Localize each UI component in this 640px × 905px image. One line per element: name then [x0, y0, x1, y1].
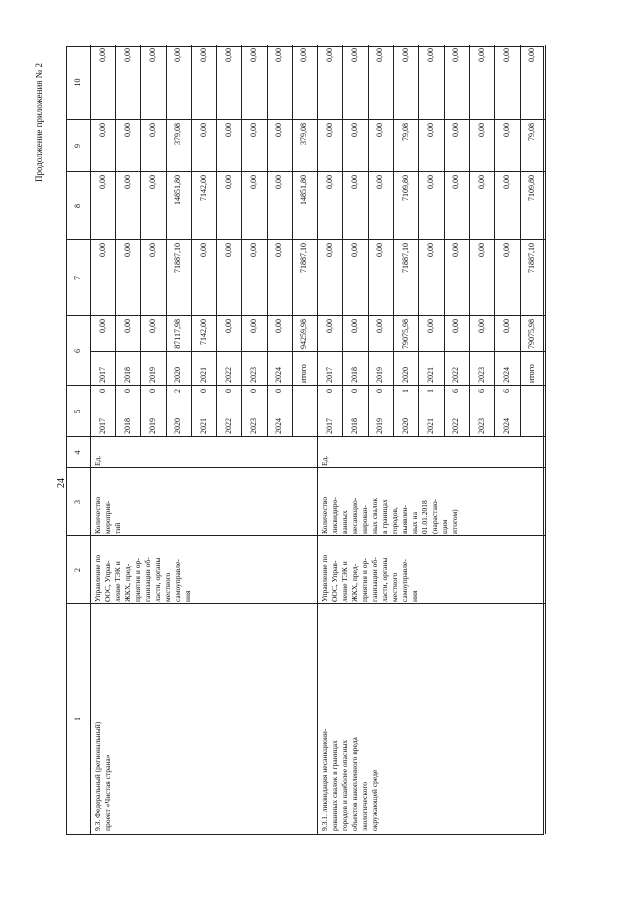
section-name-line: экологического: [360, 782, 369, 831]
value-cell: 0,00: [350, 175, 359, 189]
value-cell: 0,00: [502, 175, 511, 189]
executor-line: ния: [183, 590, 192, 602]
indicator-line: нирован-: [360, 505, 369, 534]
section-name-line: 9.3. Федеральный (региональный): [93, 721, 102, 831]
value-cell: 0,00: [324, 175, 334, 189]
year-cell: 2024: [274, 418, 284, 434]
value-cell: 0,00: [476, 319, 486, 333]
value-cell: 14851,80: [173, 175, 183, 205]
row-divider: [166, 45, 167, 437]
value-cell: 0,00: [223, 48, 233, 62]
total-label: итого: [299, 364, 309, 383]
count-cell: 2: [173, 389, 183, 393]
value-cell: 0,00: [451, 243, 461, 257]
year-cell-2: 2017: [97, 367, 107, 383]
indicator-line: итогом): [450, 509, 459, 534]
value-cell: 0,00: [502, 243, 511, 257]
value-cell: 0,00: [426, 48, 435, 62]
year-cell: 2019: [148, 418, 158, 434]
row-divider: [342, 45, 343, 437]
value-cell: 0,00: [122, 243, 132, 257]
row-divider: [241, 45, 242, 437]
year-cell-2: 2024: [502, 367, 511, 383]
row-divider: [520, 45, 521, 437]
executor-line: ЖКХ, пред-: [123, 563, 132, 602]
value-cell: 0,00: [350, 243, 359, 257]
count-cell: 0: [97, 389, 107, 393]
value-cell: 7142,00: [198, 319, 208, 345]
row-divider: [368, 45, 369, 437]
year-cell-2: 2022: [451, 367, 461, 383]
value-cell: 0,00: [274, 319, 284, 333]
executor-line: ния: [410, 590, 419, 602]
row-divider: [292, 45, 293, 437]
value-cell: 0,00: [122, 48, 132, 62]
executor-line: ганизации об-: [143, 557, 152, 602]
value-cell: 0,00: [122, 319, 132, 333]
value-cell: 0,00: [451, 48, 461, 62]
indicator-line: ных на: [410, 511, 419, 534]
value-cell: 0,00: [451, 175, 461, 189]
count-cell: 0: [350, 389, 359, 393]
year-cell-2: 2021: [198, 367, 208, 383]
section-name-line: 9.3.1. ликвидация несанкциони-: [320, 728, 329, 831]
indicator-line: ных свалок: [370, 498, 379, 534]
executor-line: самоуправле-: [400, 559, 409, 602]
value-cell: 0,00: [248, 175, 258, 189]
executor-line: ООС, Управ-: [330, 560, 339, 602]
value-cell: 0,00: [97, 243, 107, 257]
value-cell: 0,00: [148, 243, 158, 257]
value-cell: 0,00: [274, 48, 284, 62]
value-cell: 0,00: [502, 123, 511, 137]
column-number: 6: [73, 349, 82, 353]
executor-line: местного: [163, 572, 172, 602]
value-cell: 0,00: [97, 319, 107, 333]
column-divider: [67, 385, 545, 386]
value-cell: 379,08: [173, 123, 183, 145]
indicator-line: несанкцио-: [350, 497, 359, 534]
executor-line: ЖКХ, пред-: [350, 563, 359, 602]
year-cell-2: 2020: [400, 367, 410, 383]
program-table: [66, 46, 544, 835]
value-cell: 71887,10: [400, 243, 410, 273]
row-divider: [191, 45, 192, 437]
value-cell: 0,00: [350, 48, 359, 62]
year-cell: 2017: [97, 418, 107, 434]
value-cell: 0,00: [426, 243, 435, 257]
total-value-cell: 79075,98: [527, 319, 537, 349]
section-name-line: окружающей среде: [370, 769, 379, 831]
year-cell: 2022: [223, 418, 233, 434]
total-value-cell: 94259,98: [299, 319, 309, 349]
column-divider: [67, 603, 545, 604]
value-cell: 0,00: [451, 319, 461, 333]
row-divider: [216, 45, 217, 437]
count-cell: 0: [248, 389, 258, 393]
value-cell: 79,08: [400, 123, 410, 141]
section-divider: [317, 45, 318, 834]
section-name-line: проект «Чистая страна»: [103, 754, 112, 831]
value-cell: 0,00: [148, 123, 158, 137]
year-cell-2: 2022: [223, 367, 233, 383]
year-cell-2: 2019: [375, 367, 385, 383]
page-number: 24: [56, 478, 67, 488]
value-cell: 0,00: [324, 319, 334, 333]
year-cell: 2020: [400, 418, 410, 434]
executor-line: приятия и ор-: [360, 558, 369, 602]
year-cell: 2019: [375, 418, 385, 434]
executor-line: ООС, Управ-: [103, 560, 112, 602]
indicator-line: ванных: [340, 510, 349, 534]
value-cell: 0,00: [375, 319, 385, 333]
indicator-line: (нарастаю-: [430, 498, 439, 534]
value-cell: 0,00: [324, 123, 334, 137]
value-cell: 0,00: [476, 243, 486, 257]
value-cell: 0,00: [223, 123, 233, 137]
total-value-cell: 7109,80: [527, 175, 537, 201]
column-divider: [67, 436, 545, 437]
year-cell-2: 2018: [350, 367, 359, 383]
year-cell-2: 2023: [476, 367, 486, 383]
value-cell: 0,00: [426, 175, 435, 189]
total-value-cell: 79,08: [527, 123, 537, 141]
year-cell-2: 2024: [274, 367, 284, 383]
value-cell: 0,00: [350, 319, 359, 333]
value-cell: 0,00: [274, 175, 284, 189]
year-cell: 2024: [502, 418, 511, 434]
column-divider: [67, 535, 545, 536]
year-cell: 2022: [451, 418, 461, 434]
indicator-line: выявлен-: [400, 504, 409, 534]
value-cell: 0,00: [476, 123, 486, 137]
value-cell: 0,00: [223, 175, 233, 189]
indicator-line: городов,: [390, 507, 399, 534]
executor-line: ласти, органы: [380, 557, 389, 602]
executor-line: ганизации об-: [370, 557, 379, 602]
executor-line: самоуправле-: [173, 559, 182, 602]
value-cell: 0,00: [476, 48, 486, 62]
value-cell: 0,00: [400, 48, 410, 62]
indicator-line: ликвидиро-: [330, 497, 339, 534]
value-cell: 0,00: [248, 319, 258, 333]
count-cell: 6: [502, 389, 511, 393]
indicator-line: мероприя-: [103, 500, 112, 534]
value-cell: 71887,10: [173, 243, 183, 273]
value-cell: 0,00: [173, 48, 183, 62]
value-cell: 0,00: [198, 48, 208, 62]
value-cell: 0,00: [198, 243, 208, 257]
total-label: итого: [527, 364, 537, 383]
row-divider: [418, 45, 419, 437]
row-divider: [393, 45, 394, 437]
year-cell: 2021: [426, 418, 435, 434]
row-divider: [267, 45, 268, 437]
appendix-caption: Продолжение приложения № 2: [34, 63, 44, 183]
value-cell: 0,00: [148, 48, 158, 62]
column-number: 4: [73, 450, 82, 455]
year-cell: 2023: [248, 418, 258, 434]
year-cell: 2017: [324, 418, 334, 434]
column-number: 7: [73, 276, 82, 280]
value-cell: 0,00: [148, 175, 158, 189]
year-cell: 2018: [122, 418, 132, 434]
count-cell: 0: [324, 389, 334, 393]
value-cell: 0,00: [248, 243, 258, 257]
value-cell: 0,00: [248, 48, 258, 62]
total-value-cell: 71887,10: [299, 243, 309, 273]
column-number: 10: [73, 78, 82, 87]
indicator-line: Количество: [93, 496, 102, 534]
year-cell-2: 2023: [248, 367, 258, 383]
count-cell: 6: [476, 389, 486, 393]
year-cell: 2020: [173, 418, 183, 434]
count-cell: 0: [122, 389, 132, 393]
executor-line: ление ТЭК и: [340, 561, 349, 602]
header-divider: [90, 45, 91, 834]
value-cell: 0,00: [375, 48, 385, 62]
count-cell: 6: [451, 389, 461, 393]
value-cell: 0,00: [97, 175, 107, 189]
year-cell-2: 2017: [324, 367, 334, 383]
value-cell: 0,00: [426, 319, 435, 333]
value-cell: 0,00: [122, 175, 132, 189]
section-divider: [545, 45, 546, 834]
year-cell-2: 2018: [122, 367, 132, 383]
value-cell: 0,00: [375, 175, 385, 189]
value-cell: 0,00: [375, 243, 385, 257]
count-cell: 1: [400, 389, 410, 393]
column-number: 2: [73, 568, 82, 572]
executor-line: Управление по: [320, 554, 329, 602]
total-value-cell: 71887,10: [527, 243, 537, 273]
value-cell: 79075,98: [400, 319, 410, 349]
value-cell: 0,00: [122, 123, 132, 137]
value-cell: 0,00: [502, 48, 511, 62]
count-cell: 0: [274, 389, 284, 393]
value-cell: 0,00: [274, 243, 284, 257]
total-value-cell: 379,08: [299, 123, 309, 145]
indicator-line: 01.01.2018: [420, 500, 429, 534]
value-cell: 0,00: [324, 48, 334, 62]
unit-label: Ед.: [93, 455, 102, 466]
value-cell: 0,00: [324, 243, 334, 257]
value-cell: 7142,00: [198, 175, 208, 201]
executor-line: ление ТЭК и: [113, 561, 122, 602]
section-name-line: объектов накопленного вреда: [350, 737, 359, 831]
indicator-line: Количество: [320, 496, 329, 534]
executor-line: Управление по: [93, 554, 102, 602]
row-divider: [469, 45, 470, 437]
indicator-line: щим: [440, 519, 449, 534]
value-cell: 0,00: [97, 123, 107, 137]
value-cell: 0,00: [426, 123, 435, 137]
value-cell: 0,00: [223, 319, 233, 333]
count-cell: 1: [426, 389, 435, 393]
value-cell: 0,00: [502, 319, 511, 333]
value-cell: 0,00: [375, 123, 385, 137]
value-cell: 0,00: [148, 319, 158, 333]
value-cell: 0,00: [274, 123, 284, 137]
row-divider: [494, 45, 495, 437]
value-cell: 0,00: [248, 123, 258, 137]
column-number: 1: [73, 717, 82, 721]
section-name-line: рованных свалок в границах: [330, 740, 339, 831]
year-cell: 2018: [350, 418, 359, 434]
year-cell: 2021: [198, 418, 208, 434]
year-cell-2: 2020: [173, 367, 183, 383]
column-number: 3: [73, 500, 82, 504]
value-cell: 7109,80: [400, 175, 410, 201]
section-name-line: городов и наиболее опасных: [340, 739, 349, 831]
count-cell: 0: [223, 389, 233, 393]
year-subdivider: [317, 351, 545, 352]
count-cell: 0: [198, 389, 208, 393]
count-cell: 0: [148, 389, 158, 393]
value-cell: 87117,98: [173, 319, 183, 349]
unit-label: Ед.: [320, 455, 329, 466]
year-cell: 2023: [476, 418, 486, 434]
column-divider: [67, 467, 545, 468]
value-cell: 0,00: [223, 243, 233, 257]
total-value-cell: 14851,80: [299, 175, 309, 205]
value-cell: 0,00: [198, 123, 208, 137]
executor-line: ласти, органы: [153, 557, 162, 602]
value-cell: 0,00: [451, 123, 461, 137]
row-divider: [140, 45, 141, 437]
count-cell: 0: [375, 389, 385, 393]
row-divider: [444, 45, 445, 437]
value-cell: 0,00: [97, 48, 107, 62]
indicator-line: в границах: [380, 499, 389, 534]
year-cell-2: 2021: [426, 367, 435, 383]
column-number: 8: [73, 204, 82, 208]
indicator-line: тий: [113, 522, 122, 534]
value-cell: 0,00: [350, 123, 359, 137]
row-divider: [115, 45, 116, 437]
executor-line: приятия и ор-: [133, 558, 142, 602]
total-value-cell: 0,00: [299, 48, 309, 62]
year-subdivider: [90, 351, 317, 352]
column-number: 9: [73, 144, 82, 148]
year-cell-2: 2019: [148, 367, 158, 383]
total-value-cell: 0,00: [527, 48, 537, 62]
value-cell: 0,00: [476, 175, 486, 189]
column-number: 5: [73, 409, 82, 414]
executor-line: местного: [390, 572, 399, 602]
